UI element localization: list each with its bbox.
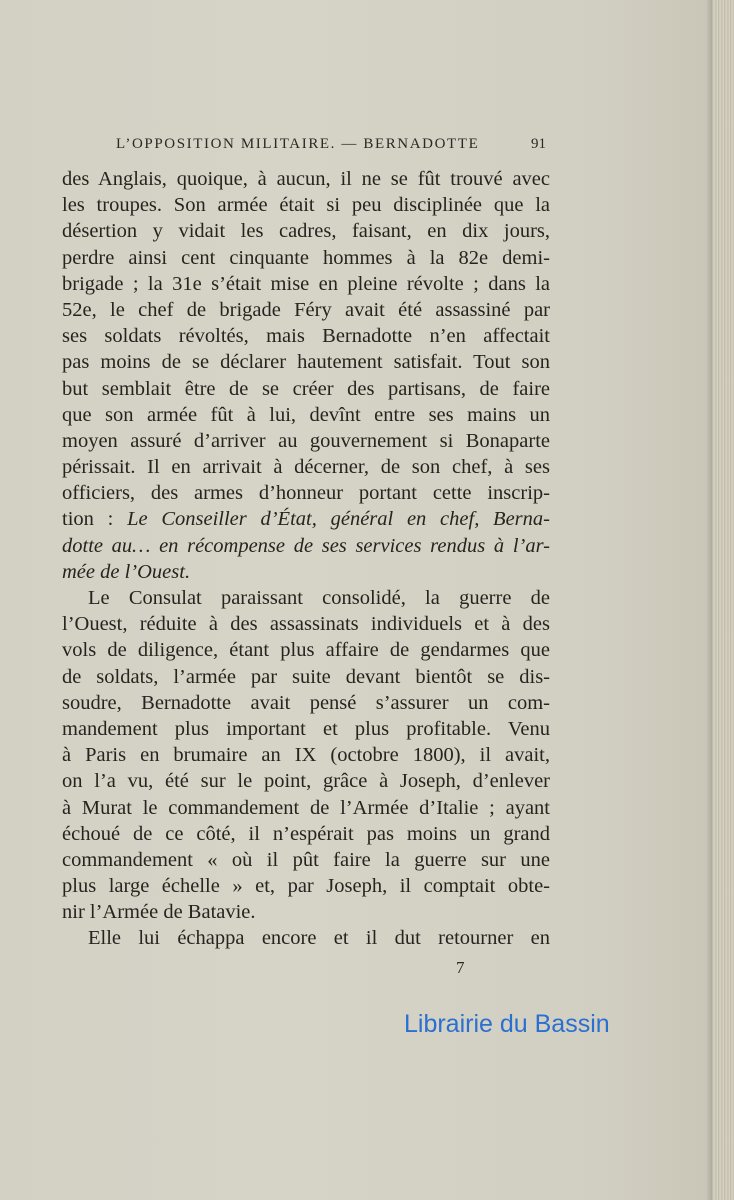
text-line: de soldats, l’armée par suite devant bientôt se dis-	[62, 665, 550, 688]
bookseller-watermark: Librairie du Bassin	[404, 1010, 610, 1038]
text-line: Le Consulat paraissant consolidé, la guerre de	[88, 587, 550, 609]
text-line: plus large échelle » et, par Joseph, il comptait obte-	[62, 875, 550, 898]
text-line: pas moins de se déclarer hautement satisfait. Tout son	[62, 351, 550, 374]
text-line: à Murat le commandement de l’Armée d’Italie ; ayant	[62, 796, 550, 819]
text-line: les troupes. Son armée était si peu disciplinée que la	[62, 194, 550, 217]
text-line: mandement plus important et plus profitable. Venu	[62, 717, 550, 740]
text-line: ses soldats révoltés, mais Bernadotte n’en affectait	[62, 325, 550, 348]
text-line: commandement « où il pût faire la guerre sur une	[62, 848, 550, 871]
text-line: 52e, le chef de brigade Féry avait été assassiné par	[62, 298, 550, 321]
text-line: des Anglais, quoique, à aucun, il ne se fût trouvé avec	[62, 168, 550, 190]
text-line: on l’a vu, été sur le point, grâce à Joseph, d’enlever	[62, 770, 550, 793]
text-line-italic	[62, 506, 550, 532]
inscription-prefix: tion :	[62, 508, 128, 531]
text-line: nir l’Armée de Batavie.	[62, 901, 256, 924]
text-line: officiers, des armes d’honneur portant cette inscrip-	[62, 482, 550, 505]
running-head-title: L’OPPOSITION MILITAIRE. — BERNADOTTE	[116, 136, 480, 152]
body-text	[62, 166, 550, 952]
running-head	[116, 136, 546, 158]
inscription-text: Le Conseiller d’État, général en chef, Berna-	[127, 508, 550, 531]
text-line: perdre ainsi cent cinquante hommes à la 82e demi-	[62, 246, 550, 269]
text-line: l’Ouest, réduite à des assassinats individuels et à des	[62, 613, 550, 636]
text-line: brigade ; la 31e s’était mise en pleine révolte ; dans la	[62, 272, 550, 295]
text-line-italic: mée de l’Ouest.	[62, 560, 191, 583]
page-number: 91	[531, 136, 546, 152]
text-line: que son armée fût à lui, devînt entre ses mains un	[62, 403, 550, 426]
text-line: vols de diligence, étant plus affaire de gendarmes que	[62, 639, 550, 662]
text-line: échoué de ce côté, il n’espérait pas moins un grand	[62, 822, 550, 845]
text-line-italic: dotte au… en récompense de ses services rendus à l’ar-	[62, 534, 550, 557]
text-line: périssait. Il en arrivait à décerner, de son chef, à ses	[62, 456, 550, 479]
text-line: but semblait être de se créer des partisans, de faire	[62, 377, 550, 400]
text-line: moyen assuré d’arriver au gouvernement si Bonaparte	[62, 429, 550, 452]
text-line: soudre, Bernadotte avait pensé s’assurer un com-	[62, 691, 550, 714]
text-line: désertion y vidait les cadres, faisant, en dix jours,	[62, 220, 550, 243]
page-stack-edge	[712, 0, 734, 1200]
text-line: Elle lui échappa encore et il dut retourner en	[88, 927, 550, 950]
signature-mark: 7	[456, 958, 465, 977]
text-line: à Paris en brumaire an IX (octobre 1800), il avait,	[62, 744, 550, 767]
